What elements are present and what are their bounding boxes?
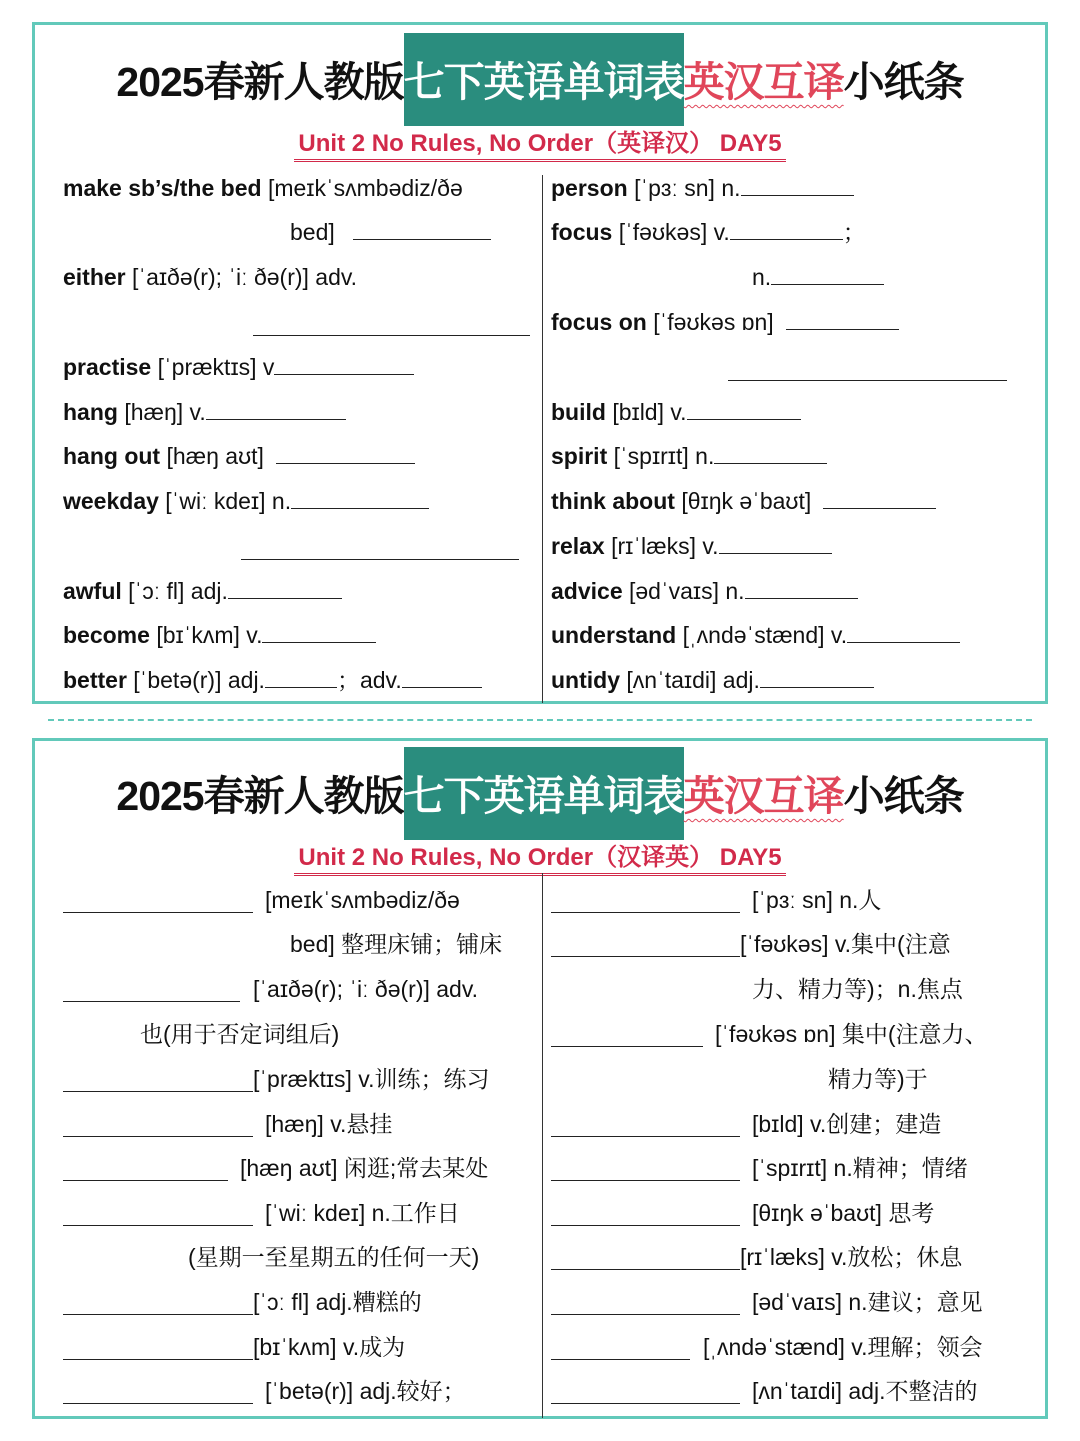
word: focus on xyxy=(551,309,647,335)
definition: [ˈspɪrɪt] n.精神；情绪 xyxy=(752,1155,968,1181)
definition: [ədˈvaɪs] n.建议；意见 xyxy=(752,1289,983,1315)
definition: [hæŋ aʊt] 闲逛;常去某处 xyxy=(240,1155,489,1181)
vocab-item xyxy=(63,577,342,605)
answer-blank[interactable] xyxy=(291,489,429,509)
answer-blank[interactable] xyxy=(745,579,858,599)
phonetic: [θɪŋk əˈbaʊt] xyxy=(674,488,812,514)
answer-blank[interactable] xyxy=(551,956,740,957)
answer-blank[interactable] xyxy=(241,559,519,560)
word: become xyxy=(63,622,150,648)
vocab-item xyxy=(551,487,936,515)
word: hang xyxy=(63,399,118,425)
phonetic: [ˈfəʊkəs] v. xyxy=(612,219,730,245)
vocab-item xyxy=(63,487,429,515)
word: make sb’s/the bed xyxy=(63,175,262,201)
answer-blank[interactable] xyxy=(786,310,899,330)
vocab-item xyxy=(551,532,832,560)
answer-blank[interactable] xyxy=(771,265,884,285)
definition: [ˈaɪðə(r); ˈiː ðə(r)] adv. xyxy=(253,976,479,1002)
answer-blank[interactable] xyxy=(551,1403,740,1404)
answer-blank[interactable] xyxy=(551,1269,740,1270)
definition: 力、精力等)；n.焦点 xyxy=(752,976,963,1002)
answer-blank[interactable] xyxy=(63,1359,253,1360)
answer-blank[interactable] xyxy=(63,1225,253,1226)
word: understand xyxy=(551,622,677,648)
word: practise xyxy=(63,354,152,380)
word: focus xyxy=(551,219,613,245)
vocab-item xyxy=(63,263,357,291)
answer-blank[interactable] xyxy=(719,534,832,554)
definition: [bɪˈkʌm] v.成为 xyxy=(253,1334,406,1360)
phonetic: [ˈwiː kdeɪ] n. xyxy=(158,488,292,514)
title-highlight: 七下英语单词表 xyxy=(404,747,684,840)
definition: [θɪŋk əˈbaʊt] 思考 xyxy=(752,1200,935,1226)
vocab-item xyxy=(63,621,376,649)
phonetic: bed] xyxy=(290,219,335,245)
phonetic: [hæŋ aʊt] xyxy=(160,443,264,469)
title-part: 2025春新人教版 xyxy=(116,59,404,105)
answer-blank[interactable] xyxy=(823,489,936,509)
title-part: 2025春新人教版 xyxy=(116,773,404,819)
phonetic: [ˈbetə(r)] adj. xyxy=(126,667,265,693)
title-part: 小纸条 xyxy=(843,773,964,819)
vocab-item xyxy=(63,666,482,694)
word: person xyxy=(551,175,628,201)
phonetic: [ˈaɪðə(r); ˈiː ðə(r)] adv. xyxy=(125,264,358,290)
answer-blank[interactable] xyxy=(551,1359,690,1360)
card-title xyxy=(35,747,1045,840)
answer-blank[interactable] xyxy=(63,1403,253,1404)
vocab-item xyxy=(63,442,415,470)
phonetic: [ˈfəʊkəs ɒn] xyxy=(646,309,774,335)
answer-blank[interactable] xyxy=(63,1180,228,1181)
word: spirit xyxy=(551,443,608,469)
answer-blank[interactable] xyxy=(728,380,1007,381)
answer-blank[interactable] xyxy=(551,1225,740,1226)
definition: bed] 整理床铺；铺床 xyxy=(290,931,503,957)
definition: [ˈfəʊkəs ɒn] 集中(注意力、 xyxy=(715,1021,988,1047)
definition: [ˈwiː kdeɪ] n.工作日 xyxy=(265,1200,460,1226)
vocab-item xyxy=(63,174,463,202)
answer-blank[interactable] xyxy=(402,668,482,688)
answer-blank[interactable] xyxy=(760,668,874,688)
word: think about xyxy=(551,488,675,514)
word: relax xyxy=(551,533,605,559)
answer-blank[interactable] xyxy=(276,444,415,464)
vocab-item xyxy=(551,621,960,649)
subtitle-text: Unit 2 No Rules, No Order（英译汉） DAY5 xyxy=(294,130,785,162)
definition: [ˈpræktɪs] v.训练；练习 xyxy=(253,1066,490,1092)
subtitle-text: Unit 2 No Rules, No Order（汉译英） DAY5 xyxy=(294,844,785,876)
definition: 精力等)于 xyxy=(828,1066,928,1092)
answer-blank[interactable] xyxy=(253,335,530,336)
vocab-item xyxy=(551,442,827,470)
column-divider xyxy=(542,873,543,1418)
title-red: 英汉互译 xyxy=(683,773,844,819)
word: untidy xyxy=(551,667,620,693)
phonetic: [bɪˈkʌm] v. xyxy=(149,622,263,648)
vocab-item xyxy=(551,308,899,336)
title-red: 英汉互译 xyxy=(683,59,844,105)
definition: [ˌʌndəˈstænd] v.理解；领会 xyxy=(703,1334,983,1360)
answer-blank[interactable] xyxy=(551,1046,703,1047)
card-title xyxy=(35,33,1045,126)
cut-line xyxy=(48,719,1032,721)
column-divider xyxy=(542,175,543,703)
answer-blank[interactable] xyxy=(262,623,376,643)
title-part: 小纸条 xyxy=(843,59,964,105)
phonetic: [ʌnˈtaɪdi] adj. xyxy=(620,667,760,693)
phonetic: [ˌʌndəˈstænd] v. xyxy=(676,622,848,648)
definition: [bɪld] v.创建；建造 xyxy=(752,1111,942,1137)
vocab-item xyxy=(551,577,858,605)
vocab-item xyxy=(551,218,866,246)
answer-blank[interactable] xyxy=(551,1314,740,1315)
phonetic: [ədˈvaɪs] n. xyxy=(622,578,745,604)
answer-blank[interactable] xyxy=(741,176,854,196)
pos-label: n. xyxy=(752,264,772,290)
answer-blank[interactable] xyxy=(714,444,827,464)
answer-blank[interactable] xyxy=(63,1136,253,1137)
definition: [meɪkˈsʌmbədiz/ðə xyxy=(265,887,460,913)
definition: [ˈpɜː sn] n.人 xyxy=(752,887,882,913)
answer-blank[interactable] xyxy=(353,220,491,240)
definition: [ʌnˈtaɪdi] adj.不整洁的 xyxy=(752,1378,978,1404)
phonetic: [rɪˈlæks] v. xyxy=(604,533,719,559)
answer-blank[interactable] xyxy=(228,579,342,599)
word: hang out xyxy=(63,443,161,469)
answer-blank[interactable] xyxy=(551,1180,740,1181)
vocab-item xyxy=(63,353,414,381)
vocab-item xyxy=(551,398,801,426)
definition: [ˈbetə(r)] adj.较好； xyxy=(265,1378,466,1404)
vocab-item xyxy=(63,398,346,426)
answer-blank[interactable] xyxy=(63,1001,240,1002)
unit-subtitle xyxy=(35,123,1045,158)
unit-subtitle xyxy=(35,837,1045,872)
title-highlight: 七下英语单词表 xyxy=(404,33,684,126)
word: better xyxy=(63,667,127,693)
word: awful xyxy=(63,578,122,604)
answer-blank[interactable] xyxy=(730,220,843,240)
phonetic: [ˈspɪrɪt] n. xyxy=(607,443,715,469)
answer-blank[interactable] xyxy=(63,1091,253,1092)
word: weekday xyxy=(63,488,159,514)
answer-blank[interactable] xyxy=(63,912,253,913)
phonetic: [hæŋ] v. xyxy=(117,399,206,425)
vocab-item xyxy=(752,263,884,291)
definition: [rɪˈlæks] v.放松；休息 xyxy=(740,1244,963,1270)
phonetic: [ˈpɜː sn] n. xyxy=(627,175,741,201)
definition: (星期一至星期五的任何一天) xyxy=(188,1244,480,1270)
separator: ； xyxy=(842,219,866,245)
vocab-item xyxy=(551,666,874,694)
phonetic: [bɪld] v. xyxy=(605,399,687,425)
answer-blank[interactable] xyxy=(274,355,414,375)
phonetic: [meɪkˈsʌmbədiz/ðə xyxy=(261,175,463,201)
word: advice xyxy=(551,578,623,604)
definition: 也(用于否定词组后) xyxy=(140,1021,340,1047)
vocab-item xyxy=(551,174,854,202)
answer-blank[interactable] xyxy=(847,623,960,643)
word: build xyxy=(551,399,606,425)
definition: [ˈfəʊkəs] v.集中(注意 xyxy=(740,931,951,957)
pos-label: ；adv. xyxy=(336,667,402,693)
answer-blank[interactable] xyxy=(63,1314,253,1315)
answer-blank[interactable] xyxy=(687,400,801,420)
definition: [ˈɔː fl] adj.糟糕的 xyxy=(253,1289,422,1315)
vocab-item xyxy=(290,218,491,246)
answer-blank[interactable] xyxy=(206,400,346,420)
answer-blank[interactable] xyxy=(551,1136,740,1137)
phonetic: [ˈpræktɪs] v xyxy=(151,354,275,380)
answer-blank[interactable] xyxy=(551,912,740,913)
answer-blank[interactable] xyxy=(265,668,337,688)
word: either xyxy=(63,264,126,290)
definition: [hæŋ] v.悬挂 xyxy=(265,1111,393,1137)
phonetic: [ˈɔː fl] adj. xyxy=(121,578,228,604)
